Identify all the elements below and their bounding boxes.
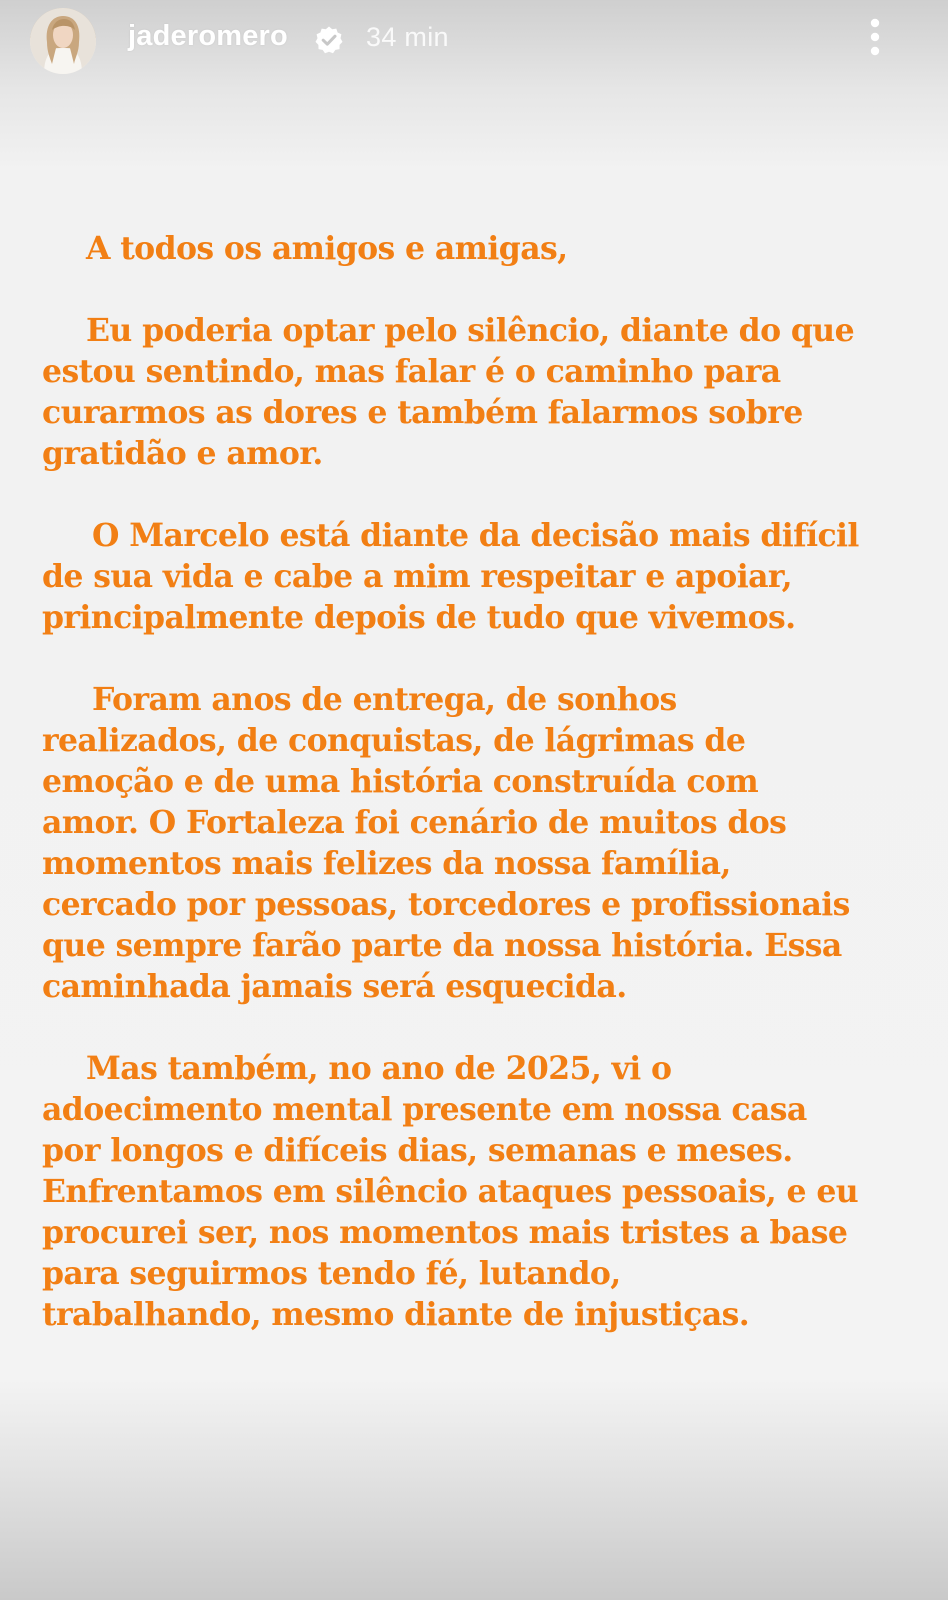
username[interactable]: jaderomero [128, 20, 288, 52]
letter-paragraph: Mas também, no ano de 2025, vi o adoecimento mental presente em nossa casa por longos e difíceis dias, semanas e meses. Enfrentamos em silêncio ataques pessoais, e eu procurei ser, nos momentos mais tristes a base para seguirmos tendo fé, lutando, trabalhando, mesmo diante de injustiças. [42, 1050, 859, 1333]
letter-paragraph: O Marcelo está diante da decisão mais difícil de sua vida e cabe a mim respeitar e apoiar, principalmente depois de tudo que vivemos. [42, 517, 859, 636]
more-vertical-icon[interactable] [860, 16, 890, 62]
story-text [42, 228, 912, 1376]
letter-paragraph: Eu poderia optar pelo silêncio, diante do que estou sentindo, mas falar é o caminho para curarmos as dores e também falarmos sobre gratidão e amor. [42, 312, 855, 472]
story-header [0, 0, 948, 86]
verified-badge-icon [314, 25, 344, 55]
post-time: 34 min [366, 22, 449, 52]
profile-photo-icon[interactable] [30, 8, 96, 74]
letter-paragraph: Foram anos de entrega, de sonhos realizados, de conquistas, de lágrimas de emoção e de uma história construída com amor. O Fortaleza foi cenário de muitos dos momentos mais felizes da nossa família, cercado por pessoas, torcedores e profissionais que sempre farão parte da nossa história. Essa caminhada jamais será esquecida. [42, 681, 850, 1005]
letter-greeting: A todos os amigos e amigas, [86, 230, 568, 267]
